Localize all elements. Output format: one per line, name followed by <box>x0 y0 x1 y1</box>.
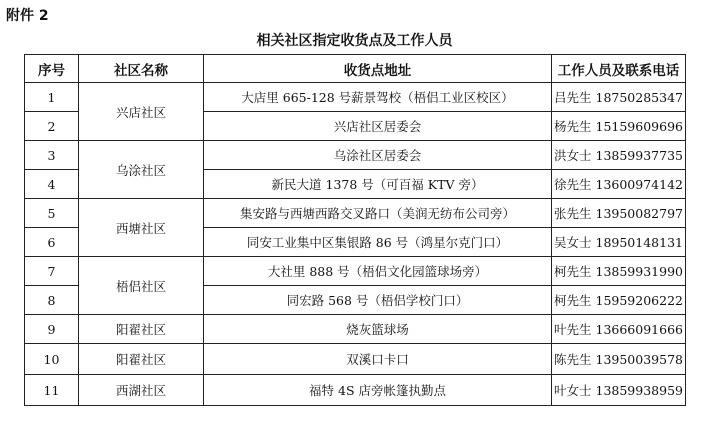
community-name: 乌涂社区 <box>79 141 204 199</box>
row-number: 3 <box>25 141 79 170</box>
contact-cell: 吴女士 18950148131 <box>552 228 686 257</box>
contact-cell: 杨先生 15159609696 <box>552 112 686 141</box>
row-number: 8 <box>25 286 79 315</box>
address-cell: 同安工业集中区集银路 86 号（鸿星尔克门口） <box>204 228 552 257</box>
table-row <box>25 344 686 375</box>
table-header-row <box>25 55 686 83</box>
row-number: 1 <box>25 83 79 112</box>
attachment-label: 附件 2 <box>6 8 49 24</box>
table-row <box>25 141 686 170</box>
community-name: 阳翟社区 <box>79 344 204 375</box>
community-name: 阳翟社区 <box>79 315 204 344</box>
address-cell: 大店里 665-128 号薪景驾校（梧侣工业区校区） <box>204 83 552 112</box>
row-number: 4 <box>25 170 79 199</box>
pickup-points-table <box>24 54 686 406</box>
document-title: 相关社区指定收货点及工作人员 <box>256 33 453 49</box>
table-row <box>25 199 686 228</box>
community-name: 西塘社区 <box>79 199 204 257</box>
community-name: 梧侣社区 <box>79 257 204 315</box>
header-community: 社区名称 <box>79 55 204 83</box>
contact-cell: 洪女士 13859937735 <box>552 141 686 170</box>
address-cell: 烧灰篮球场 <box>204 315 552 344</box>
header-address: 收货点地址 <box>204 55 552 83</box>
address-cell: 集安路与西塘西路交叉路口（美润无纺布公司旁） <box>204 199 552 228</box>
table-row <box>25 315 686 344</box>
row-number: 6 <box>25 228 79 257</box>
address-cell: 新民大道 1378 号（可百福 KTV 旁） <box>204 170 552 199</box>
table-row <box>25 375 686 406</box>
table-row <box>25 83 686 112</box>
address-cell: 大社里 888 号（梧侣文化园篮球场旁） <box>204 257 552 286</box>
header-no: 序号 <box>25 55 79 83</box>
row-number: 7 <box>25 257 79 286</box>
header-contact: 工作人员及联系电话 <box>552 55 686 83</box>
address-cell: 乌涂社区居委会 <box>204 141 552 170</box>
row-number: 11 <box>25 375 79 406</box>
contact-cell: 陈先生 13950039578 <box>552 344 686 375</box>
contact-cell: 叶女士 13859938959 <box>552 375 686 406</box>
address-cell: 双溪口卡口 <box>204 344 552 375</box>
contact-cell: 徐先生 13600974142 <box>552 170 686 199</box>
address-cell: 福特 4S 店旁帐篷执勤点 <box>204 375 552 406</box>
row-number: 5 <box>25 199 79 228</box>
row-number: 9 <box>25 315 79 344</box>
row-number: 10 <box>25 344 79 375</box>
contact-cell: 柯先生 15959206222 <box>552 286 686 315</box>
contact-cell: 张先生 13950082797 <box>552 199 686 228</box>
community-name: 兴店社区 <box>79 83 204 141</box>
contact-cell: 柯先生 13859931990 <box>552 257 686 286</box>
row-number: 2 <box>25 112 79 141</box>
address-cell: 兴店社区居委会 <box>204 112 552 141</box>
community-name: 西湖社区 <box>79 375 204 406</box>
contact-cell: 吕先生 18750285347 <box>552 83 686 112</box>
contact-cell: 叶先生 13666091666 <box>552 315 686 344</box>
table-row <box>25 257 686 286</box>
address-cell: 同宏路 568 号（梧侣学校门口） <box>204 286 552 315</box>
